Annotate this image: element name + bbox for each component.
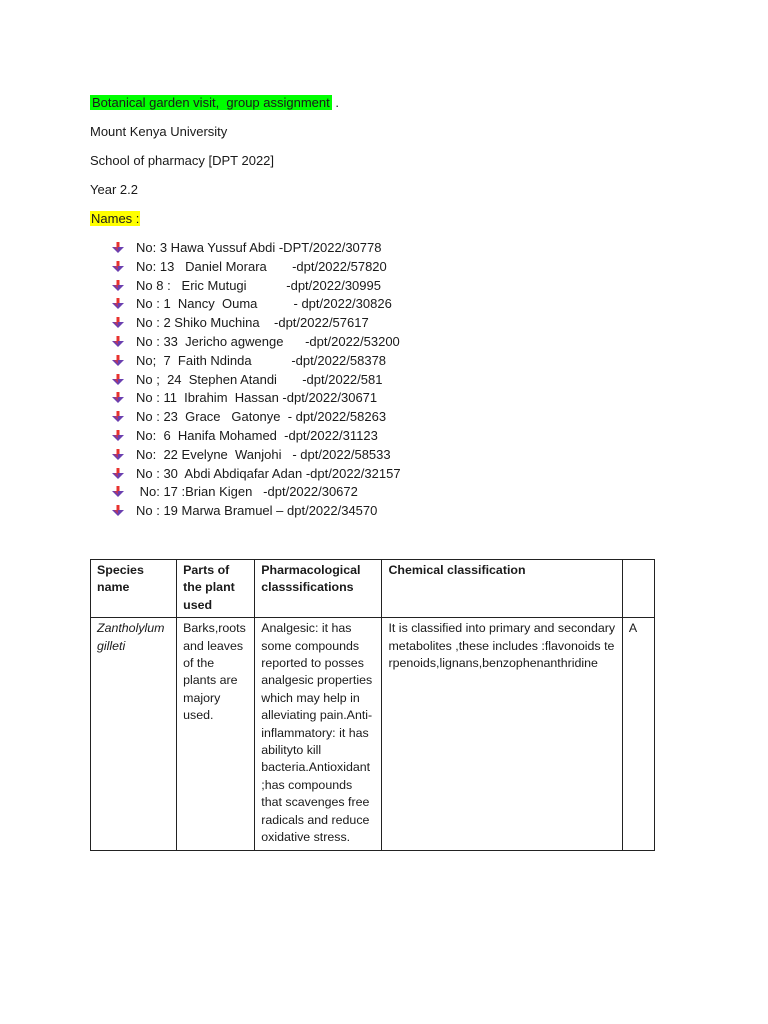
header-extra bbox=[622, 560, 654, 618]
species-table bbox=[90, 559, 655, 851]
arrow-down-bullet-icon bbox=[112, 486, 124, 498]
cell-parts: Barks,roots and leaves of the plants are majory used. bbox=[177, 618, 255, 850]
member-entry: No : 1 Nancy Ouma - dpt/2022/30826 bbox=[136, 296, 392, 312]
member-entry: No : 2 Shiko Muchina -dpt/2022/57617 bbox=[136, 315, 369, 331]
table-row bbox=[91, 618, 655, 850]
header-chemical: Chemical classification bbox=[382, 560, 622, 618]
header-species-name: Species name bbox=[91, 560, 177, 618]
cell-chemical: It is classified into primary and secondary metabolites ,these includes :flavonoids terpenoids,lignans,benzophenanthridine bbox=[382, 618, 622, 850]
assignment-title: Botanical garden visit, group assignment bbox=[92, 95, 330, 110]
cell-pharmacological: Analgesic: it has some compounds reported to posses analgesic properties which may help in alleviating pain.Anti-inflammatory: it has abilityto kill bacteria.Antioxidant ;has compounds that scavenges free radicals and reduce oxidative stress. bbox=[255, 618, 382, 850]
school-name: School of pharmacy [DPT 2022] bbox=[90, 153, 275, 168]
list-item bbox=[112, 295, 401, 314]
member-entry: No: 6 Hanifa Mohamed -dpt/2022/31123 bbox=[136, 427, 378, 443]
list-item bbox=[112, 371, 401, 390]
title-suffix: . bbox=[331, 95, 339, 110]
member-entry: No: 22 Evelyne Wanjohi - dpt/2022/58533 bbox=[136, 446, 391, 462]
list-item bbox=[112, 427, 401, 446]
member-entry: No : 23 Grace Gatonye - dpt/2022/58263 bbox=[136, 409, 387, 425]
cell-extra: A bbox=[622, 618, 654, 850]
header-pharmacological: Pharmacological classsifications bbox=[255, 560, 382, 618]
list-item bbox=[112, 239, 401, 258]
list-item bbox=[112, 314, 401, 333]
member-list bbox=[112, 239, 401, 521]
member-entry: No; 7 Faith Ndinda -dpt/2022/58378 bbox=[136, 352, 387, 368]
list-item bbox=[112, 483, 401, 502]
arrow-down-bullet-icon bbox=[112, 355, 124, 367]
member-entry: No : 30 Abdi Abdiqafar Adan -dpt/2022/32157 bbox=[136, 465, 401, 481]
list-item bbox=[112, 502, 401, 521]
member-entry: No: 17 :Brian Kigen -dpt/2022/30672 bbox=[136, 484, 358, 500]
member-entry: No 8 : Eric Mutugi -dpt/2022/30995 bbox=[136, 277, 381, 293]
member-entry: No: 13 Daniel Morara -dpt/2022/57820 bbox=[136, 258, 387, 274]
list-item bbox=[112, 465, 401, 484]
arrow-down-bullet-icon bbox=[112, 392, 124, 404]
arrow-down-bullet-icon bbox=[112, 411, 124, 423]
arrow-down-bullet-icon bbox=[112, 505, 124, 517]
list-item bbox=[112, 446, 401, 465]
arrow-down-bullet-icon bbox=[112, 261, 124, 273]
header-plant-parts: Parts of the plant used bbox=[177, 560, 255, 618]
table-header-row bbox=[91, 560, 655, 618]
arrow-down-bullet-icon bbox=[112, 280, 124, 292]
arrow-down-bullet-icon bbox=[112, 317, 124, 329]
list-item bbox=[112, 277, 401, 296]
list-item bbox=[112, 258, 401, 277]
university-name: Mount Kenya University bbox=[90, 124, 228, 139]
arrow-down-bullet-icon bbox=[112, 374, 124, 386]
member-entry: No : 11 Ibrahim Hassan -dpt/2022/30671 bbox=[136, 390, 378, 406]
arrow-down-bullet-icon bbox=[112, 298, 124, 310]
arrow-down-bullet-icon bbox=[112, 468, 124, 480]
member-entry: No : 33 Jericho agwenge -dpt/2022/53200 bbox=[136, 333, 400, 349]
list-item bbox=[112, 352, 401, 371]
arrow-down-bullet-icon bbox=[112, 336, 124, 348]
list-item bbox=[112, 333, 401, 352]
member-entry: No : 19 Marwa Bramuel – dpt/2022/34570 bbox=[136, 503, 378, 519]
year-label: Year 2.2 bbox=[90, 182, 138, 197]
cell-species: Zantholylum gilleti bbox=[91, 618, 177, 850]
member-entry: No: 3 Hawa Yussuf Abdi -DPT/2022/30778 bbox=[136, 240, 382, 255]
arrow-down-bullet-icon bbox=[112, 242, 124, 254]
names-heading: Names : bbox=[91, 211, 140, 226]
title-line bbox=[90, 94, 339, 112]
list-item bbox=[112, 389, 401, 408]
names-heading-line bbox=[90, 210, 140, 228]
arrow-down-bullet-icon bbox=[112, 430, 124, 442]
list-item bbox=[112, 408, 401, 427]
arrow-down-bullet-icon bbox=[112, 449, 124, 461]
member-entry: No ; 24 Stephen Atandi -dpt/2022/581 bbox=[136, 371, 383, 387]
